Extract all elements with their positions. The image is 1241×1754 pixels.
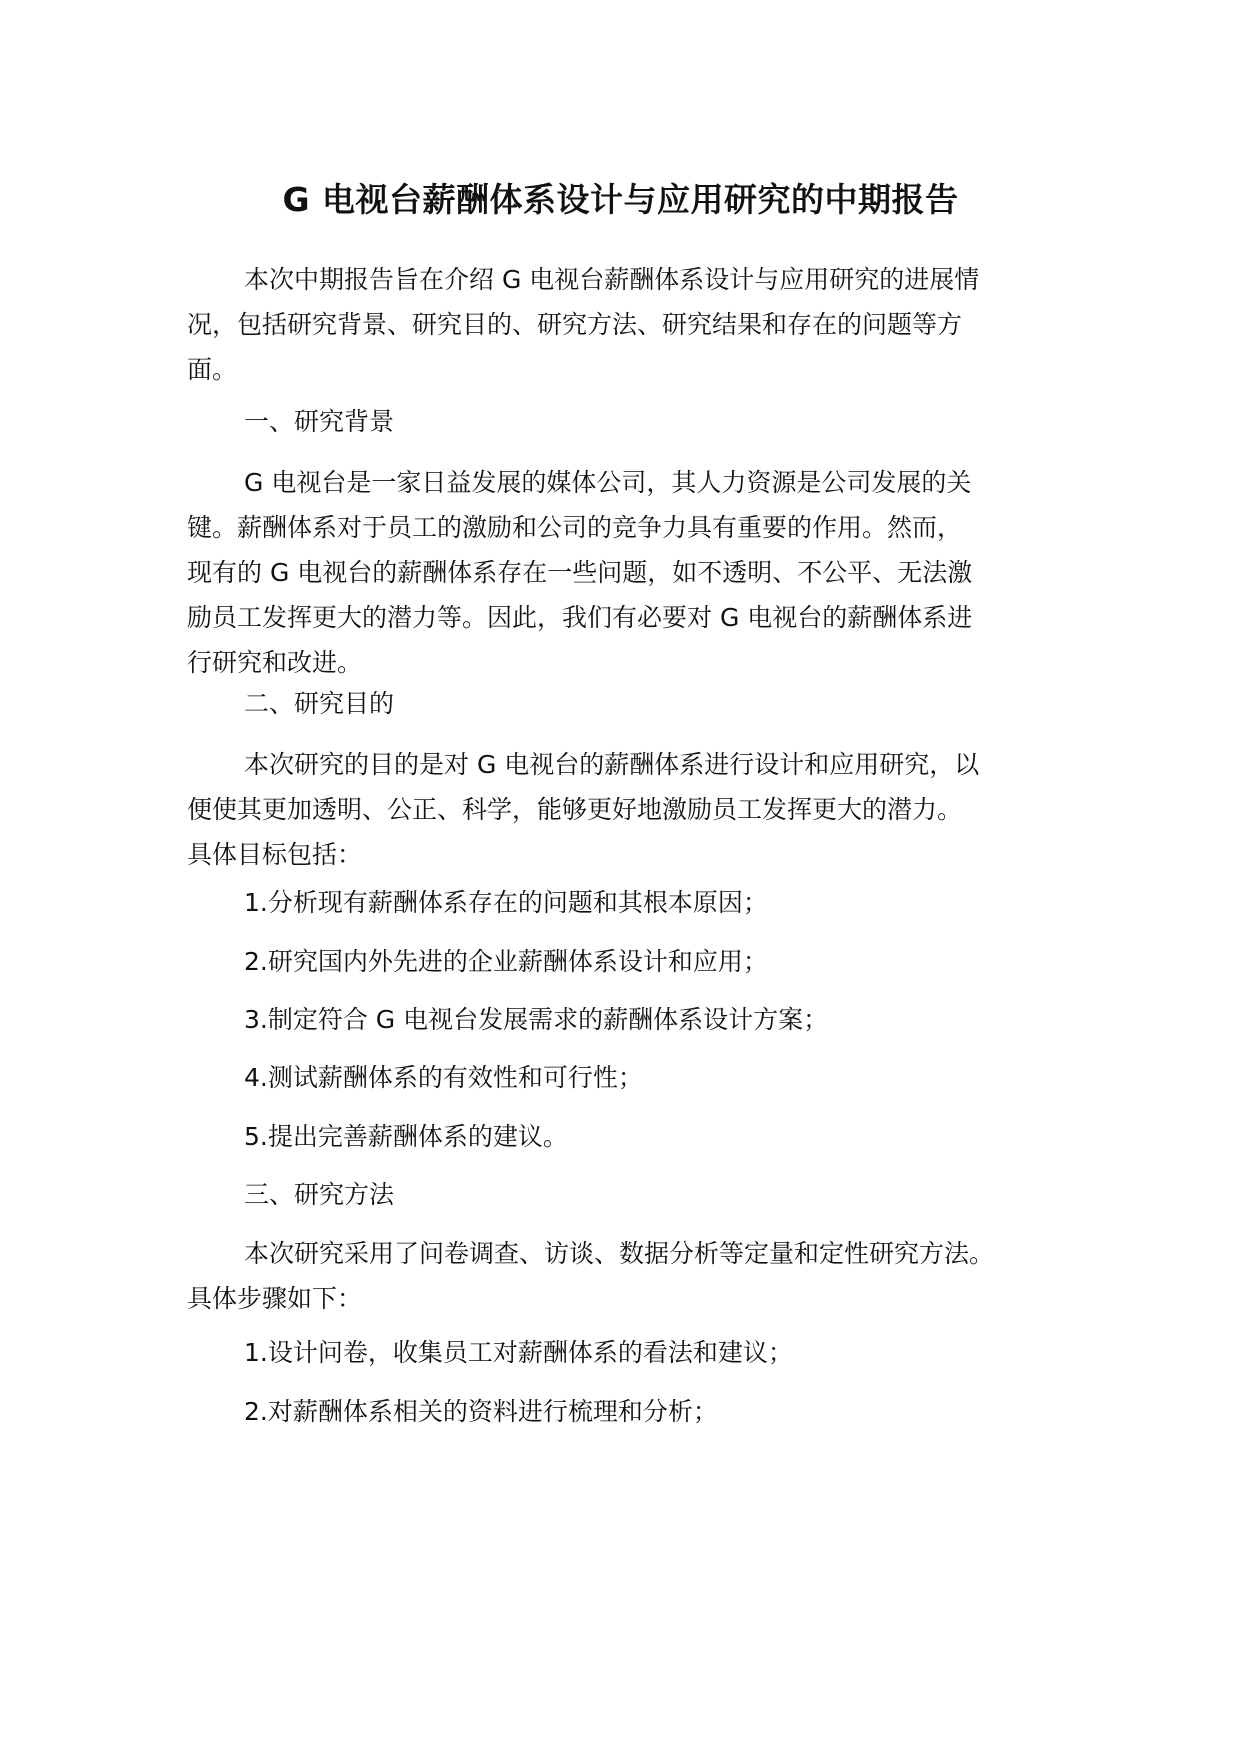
list-item [187,1330,1067,1375]
intro-line: 况，包括研究背景、研究目的、研究方法、研究结果和存在的问题等方 [187,310,963,339]
paragraph-line: 现有的 G 电视台的薪酬体系存在一些问题，如不透明、不公平、无法激 [187,558,973,587]
paragraph-line: 行研究和改进。 [187,648,363,677]
list-item-text: 1.设计问卷，收集员工对薪酬体系的看法和建议； [244,1338,793,1367]
list-item-text: 2.对薪酬体系相关的资料进行梳理和分析； [244,1397,718,1426]
intro-paragraph [187,257,1067,392]
intro-line: 面。 [187,355,238,384]
list-item [187,939,1067,984]
list-item-text: 5.提出完善薪酬体系的建议。 [244,1122,568,1151]
paragraph-line: 具体步骤如下： [187,1284,363,1313]
paragraph-line: 具体目标包括： [187,840,363,869]
list-item-text: 1.分析现有薪酬体系存在的问题和其根本原因； [244,888,768,917]
document-title: G 电视台薪酬体系设计与应用研究的中期报告 [282,180,959,219]
paragraph-line: 励员工发挥更大的潜力等。因此，我们有必要对 G 电视台的薪酬体系进 [187,603,973,632]
list-item [187,1055,1067,1100]
paragraph-line: 本次研究的目的是对 G 电视台的薪酬体系进行设计和应用研究，以 [244,750,980,779]
section-2-paragraph [187,742,1067,877]
intro-line: 本次中期报告旨在介绍 G 电视台薪酬体系设计与应用研究的进展情 [244,265,980,294]
paragraph-line: 键。薪酬体系对于员工的激励和公司的竞争力具有重要的作用。然而， [187,513,963,542]
section-3-paragraph [187,1231,1067,1321]
section-heading [187,681,1067,726]
list-item-text: 4.测试薪酬体系的有效性和可行性； [244,1063,643,1092]
paragraph-line: G 电视台是一家日益发展的媒体公司，其人力资源是公司发展的关 [244,468,972,497]
section-heading [187,1172,1067,1217]
section-1-paragraph [187,460,1067,685]
section-3-heading: 三、研究方法 [244,1180,395,1209]
section-1-heading: 一、研究背景 [244,407,395,436]
list-item [187,997,1067,1042]
section-2-heading: 二、研究目的 [244,689,395,718]
list-item [187,880,1067,925]
list-item [187,1389,1067,1434]
list-item-text: 3.制定符合 G 电视台发展需求的薪酬体系设计方案； [244,1005,829,1034]
list-item-text: 2.研究国内外先进的企业薪酬体系设计和应用； [244,947,768,976]
paragraph-line: 本次研究采用了问卷调查、访谈、数据分析等定量和定性研究方法。 [244,1239,995,1268]
section-heading [187,399,1067,444]
paragraph-line: 便使其更加透明、公正、科学，能够更好地激励员工发挥更大的潜力。 [187,795,963,824]
list-item [187,1114,1067,1159]
